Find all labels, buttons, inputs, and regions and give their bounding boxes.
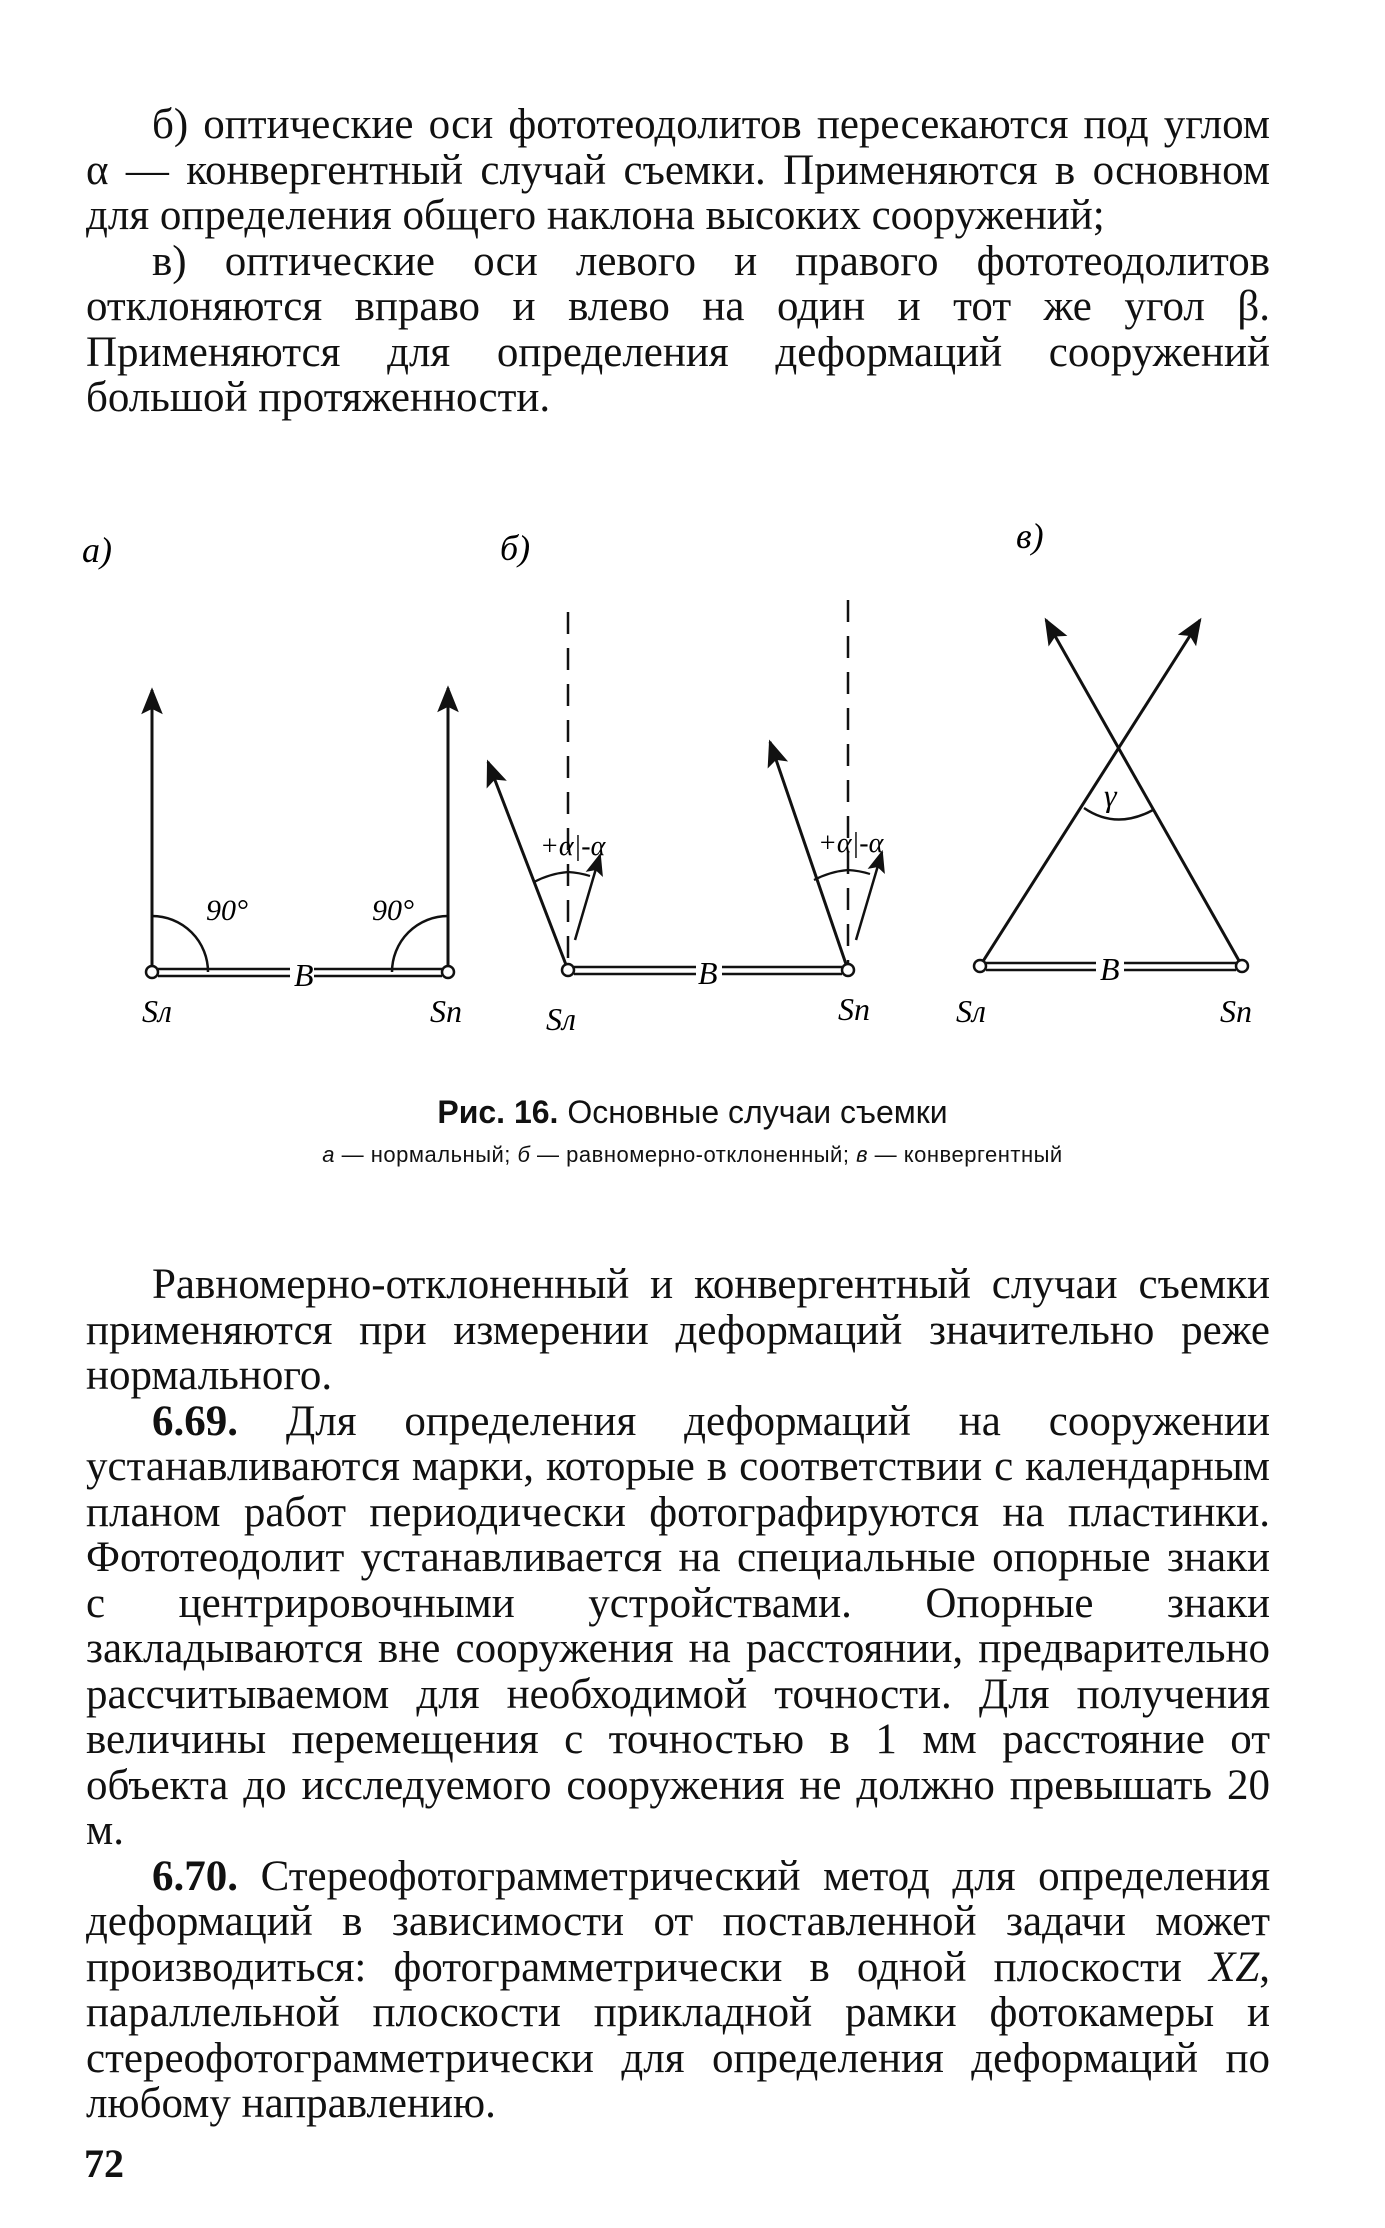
panel-b (488, 528, 885, 1037)
paragraph-text-6-69: Для определения деформаций на сооружении устанавливаются марки, которые в соответствии с календарным планом работ периодически фотографируются на пластинки. Фототеодолит устанавливается на специальные опорные знаки с центрировочными устройствами. Опорные знаки закладываются вне сооружения на расстоянии, предварительно рассчитываемом для необходимой точности. Для получения величины перемещения с точностью в 1 мм расстояние от объекта до исследуемого сооружения не должно превышать 20 м. (86, 1397, 1270, 1854)
legend-text-v: — конвергентный (874, 1142, 1063, 1167)
figure-caption-legend (0, 1140, 1385, 1170)
right-convergent-axis (1046, 620, 1242, 966)
paragraph-number-6-70: 6.70. (152, 1852, 238, 1900)
right-minus-alpha-arc (848, 870, 870, 874)
left-minus-alpha-arc (568, 872, 590, 876)
panel-v-label: в) (1016, 516, 1044, 556)
right-station-point-b (842, 964, 854, 976)
base-label-a: B (294, 957, 314, 993)
paragraph-number-6-69: 6.69. (152, 1397, 238, 1445)
base-label-b: B (698, 955, 718, 991)
left-alpha-labels: +α|-α (540, 831, 606, 862)
panel-a (82, 530, 462, 1029)
gamma-label: γ (1104, 777, 1117, 813)
right-alpha-labels: +α|-α (818, 828, 884, 859)
left-station-point (146, 966, 158, 978)
left-station-point-v (974, 960, 986, 972)
angle-label-left: 90° (206, 894, 248, 927)
paragraph-text-6-70-a: Стереофотограмметрический метод для определения деформаций в зависимости от поставленной задачи может производиться: фотограмметрически в одной плоскости (86, 1852, 1270, 1991)
figure-number: Рис. 16. (437, 1094, 559, 1130)
station-label-right: Sп (430, 993, 462, 1029)
right-station-point (442, 966, 454, 978)
right-small-arrow (856, 852, 882, 940)
panel-v (956, 516, 1252, 1029)
paragraph-item-v: в) оптические оси левого и правого фототеодолитов отклоняются вправо и влево на один и тот же угол β. Применяются для определения деформаций сооружений большой протяженности. (86, 237, 1270, 421)
paragraph-item-1: Равномерно-отклоненный и конвергентный случаи съемки применяются при измерении деформаций значительно реже нормального. (86, 1261, 1270, 1399)
top-text-block (86, 102, 1270, 421)
legend-text-a: — нормальный; (341, 1142, 511, 1167)
figure-16-drawing (70, 500, 1300, 1060)
station-label-right-v: Sп (1220, 993, 1252, 1029)
right-alpha-arc (814, 870, 848, 880)
station-label-left-v: Sл (956, 993, 986, 1029)
gamma-arc (1084, 808, 1153, 820)
legend-letter-a: а (322, 1142, 336, 1167)
paragraph-text-6-70-b: , параллельной плоскости прикладной рамки фотокамеры и стереофотограмметрически для определения деформаций по любому направлению. (86, 1943, 1270, 2127)
paragraph-item-2 (86, 1399, 1270, 1854)
panel-b-label: б) (500, 528, 531, 568)
legend-letter-v: в (856, 1142, 869, 1167)
left-alpha-arc (534, 872, 568, 882)
station-label-left-b: Sл (546, 1001, 576, 1037)
base-label-v: B (1100, 951, 1120, 987)
angle-label-right: 90° (372, 894, 414, 927)
right-station-point-v (1236, 960, 1248, 972)
legend-text-b: — равномерно-отклоненный; (537, 1142, 850, 1167)
angle-arc-left (152, 916, 208, 972)
left-station-point-b (562, 964, 574, 976)
figure-title: Основные случаи съемки (567, 1094, 948, 1130)
panel-a-label: а) (82, 530, 112, 570)
left-convergent-axis (980, 620, 1200, 966)
left-deviated-axis (488, 762, 568, 970)
figure-16 (70, 500, 1300, 1060)
page-number: 72 (84, 2141, 124, 2186)
plane-xz: XZ (1209, 1943, 1260, 1991)
paragraph-item-b: б) оптические оси фототеодолитов пересекаются под углом α — конвергентный случай съемки. Применяются в основном для определения общего наклона высоких сооружений; (86, 101, 1270, 239)
paragraph-item-3 (86, 1854, 1270, 2127)
bottom-text-block (86, 1262, 1270, 2127)
figure-caption-title (0, 1092, 1385, 1132)
legend-letter-b: б (517, 1142, 531, 1167)
station-label-left: Sл (142, 993, 172, 1029)
left-small-arrow (575, 855, 600, 940)
station-label-right-b: Sп (838, 991, 870, 1027)
